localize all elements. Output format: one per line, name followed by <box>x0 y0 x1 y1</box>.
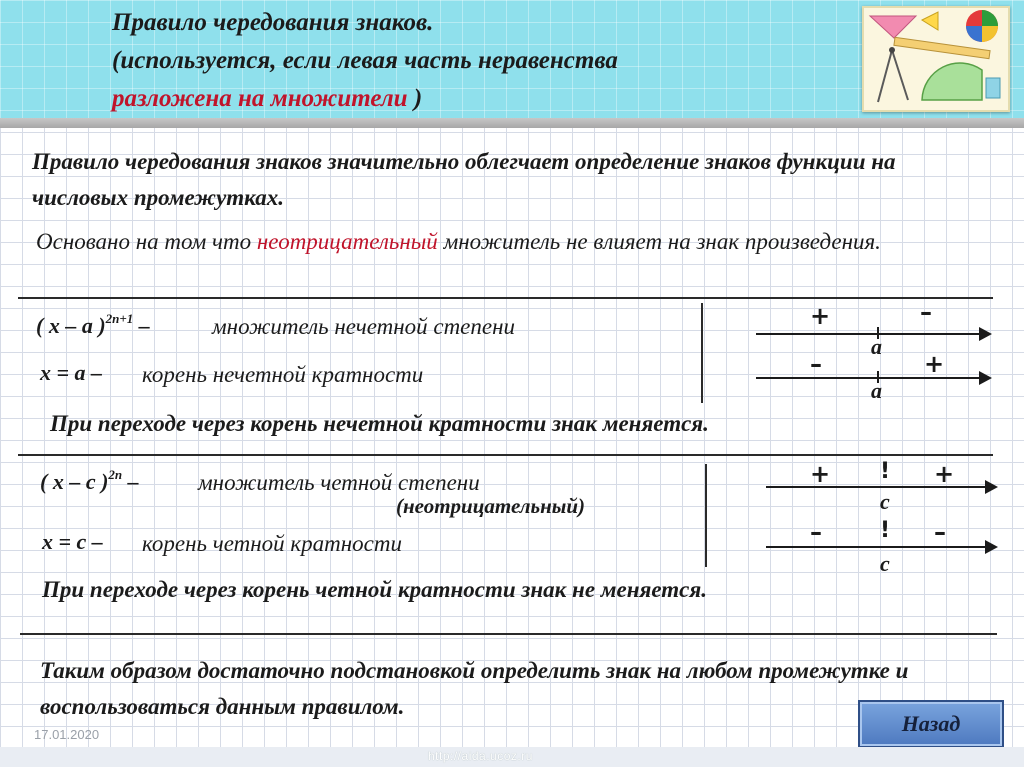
odd-factor-description: множитель нечетной степени <box>212 314 516 339</box>
back-button[interactable]: Назад <box>858 700 1004 748</box>
slide-title <box>112 4 852 118</box>
divider-odd-top <box>18 297 993 299</box>
title-line-3 <box>112 80 852 118</box>
even-line2-point-label: c <box>880 551 890 576</box>
even-rule: При переходе через корень четной кратности знак не меняется. <box>42 577 707 602</box>
odd-root-description: корень нечетной кратности <box>142 362 424 387</box>
odd-line1-point-label: a <box>871 334 882 359</box>
intro-p2-highlight: неотрицательный <box>256 229 438 254</box>
conclusion-text: Таким образом достаточно подстановкой определить знак на любом промежутке и воспользоваться данным правилом. <box>40 658 909 719</box>
geometry-tools-illustration <box>862 6 1010 112</box>
odd-line2-right-sign: + <box>924 350 945 378</box>
intro-paragraph-2 <box>36 225 986 258</box>
even-line2-right-sign: – <box>934 518 946 546</box>
odd-vertical-divider <box>701 303 703 403</box>
odd-factor-base: ( x – a ) <box>36 313 106 338</box>
intro-p2-start: Основано на том что <box>36 229 257 254</box>
title-line-1: Правило чередования знаков. <box>112 9 434 36</box>
even-factor-base: ( x – c ) <box>40 469 109 494</box>
odd-line1-right-sign: – <box>920 298 932 326</box>
odd-factor-dash: – <box>138 313 150 338</box>
even-number-line-2 <box>766 546 996 548</box>
even-line1-point-label: c <box>880 489 890 514</box>
divider-conclusion <box>20 633 997 635</box>
even-line2-exclamation: ! <box>880 518 891 543</box>
even-nonnegative-note: (неотрицательный) <box>396 494 586 518</box>
even-factor-dash: – <box>127 469 139 494</box>
title-line-3-tail: ) <box>407 85 423 112</box>
intro-paragraph-1: Правило чередования знаков значительно облегчает определение знаков функции на числовых промежутках. <box>32 149 896 210</box>
odd-line2-point-label: a <box>871 378 882 403</box>
odd-root-expression: x = a – <box>40 360 103 385</box>
odd-line1-left-sign: + <box>810 302 831 330</box>
odd-factor <box>36 311 150 339</box>
even-line2-left-sign: – <box>810 518 822 546</box>
slide-date: 17.01.2020 <box>34 727 100 742</box>
even-root-expression: x = c – <box>42 529 103 554</box>
even-line1-exclamation: ! <box>880 459 891 484</box>
divider-even-top <box>18 454 993 456</box>
even-number-line-1 <box>766 486 996 488</box>
title-highlight: разложена на множители <box>112 85 408 112</box>
geometry-tools-icon <box>864 8 1008 110</box>
even-line1-right-sign: + <box>934 460 955 488</box>
odd-rule: При переходе через корень нечетной кратности знак меняется. <box>50 411 709 436</box>
even-vertical-divider <box>705 464 707 567</box>
intro-p2-end: множитель не влияет на знак произведения. <box>437 229 881 254</box>
even-factor-exponent: 2n <box>108 467 123 482</box>
even-factor-description: множитель четной степени <box>198 470 480 495</box>
odd-line2-left-sign: – <box>810 350 822 378</box>
footer-url: http://aida.ucoz.ru <box>428 749 533 763</box>
even-factor <box>40 467 139 495</box>
even-line1-left-sign: + <box>810 460 831 488</box>
odd-factor-exponent: 2n+1 <box>105 311 134 326</box>
even-root-description: корень четной кратности <box>142 531 402 556</box>
title-line-2: (используется, если левая часть неравенства <box>112 47 618 74</box>
header-divider <box>0 118 1024 128</box>
